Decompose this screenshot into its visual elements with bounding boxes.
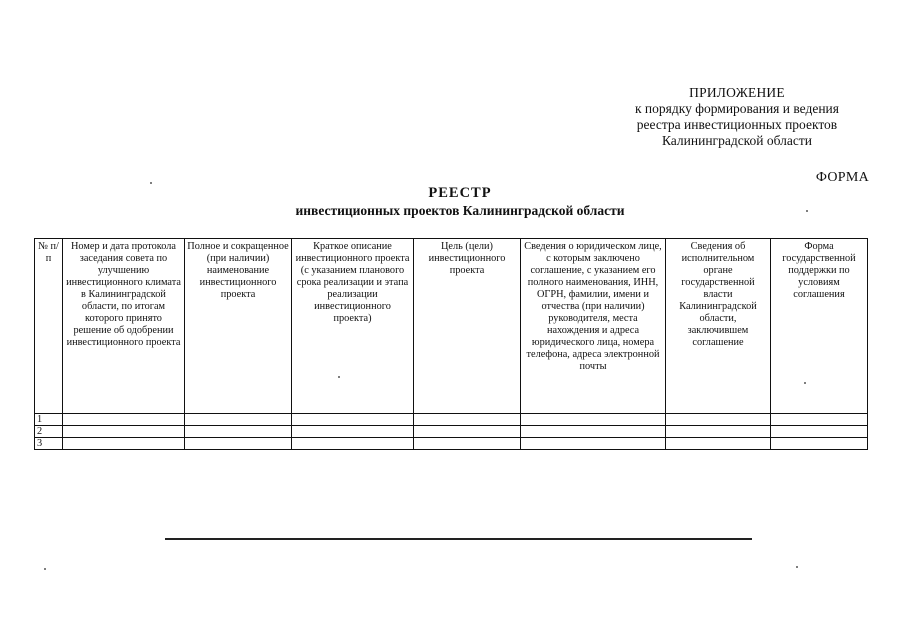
appendix-block bbox=[607, 85, 867, 149]
scan-speck bbox=[806, 210, 808, 212]
header-protocol: Номер и дата протокола заседания совета по улучшению инвестиционного климата в Калининградской области, по итогам которого принято решение об одобрении инвестиционного проекта bbox=[63, 239, 185, 414]
header-legal-entity: Сведения о юридическом лице, с которым заключено соглашение, с указанием его полного наименования, ИНН, ОГРН, фамилии, имени и отчества (при наличии) руководителя, места нахождения и адреса юридического лица, номера телефона, адреса электронной почты bbox=[521, 239, 666, 414]
table-cell bbox=[521, 426, 666, 438]
table-cell bbox=[414, 414, 521, 426]
table-cell bbox=[771, 426, 868, 438]
header-project-name: Полное и сокращенное (при наличии) наименование инвестиционного проекта bbox=[185, 239, 292, 414]
table-row bbox=[35, 414, 868, 426]
scan-speck bbox=[44, 568, 46, 570]
scan-speck bbox=[804, 382, 806, 384]
header-description: Краткое описание инвестиционного проекта (с указанием планового срока реализации и этапа реализации инвестиционного проекта) bbox=[292, 239, 414, 414]
registry-table bbox=[34, 238, 868, 450]
appendix-heading: ПРИЛОЖЕНИЕ bbox=[689, 85, 785, 100]
header-authority: Сведения об исполнительном органе государственной власти Калининградской области, заключившем соглашение bbox=[666, 239, 771, 414]
table-cell bbox=[666, 426, 771, 438]
table-cell bbox=[521, 438, 666, 450]
table-cell bbox=[292, 426, 414, 438]
header-goal: Цель (цели) инвестиционного проекта bbox=[414, 239, 521, 414]
table-cell bbox=[185, 438, 292, 450]
table-row bbox=[35, 438, 868, 450]
table-cell bbox=[292, 414, 414, 426]
scan-speck bbox=[796, 566, 798, 568]
row-number: 1 bbox=[35, 414, 63, 426]
appendix-line: реестра инвестиционных проектов bbox=[636, 117, 838, 132]
table-cell bbox=[63, 414, 185, 426]
form-label: ФОРМА bbox=[815, 170, 869, 185]
title-main: РЕЕСТР bbox=[428, 185, 492, 201]
header-number: № п/п bbox=[35, 239, 63, 414]
table-cell bbox=[666, 438, 771, 450]
appendix-line: к порядку формирования и ведения bbox=[635, 101, 839, 116]
document-title bbox=[150, 184, 770, 220]
title-sub: инвестиционных проектов Калининградской области bbox=[295, 203, 625, 218]
table-cell bbox=[185, 414, 292, 426]
header-support-form: Форма государственной поддержки по условиям соглашения bbox=[771, 239, 868, 414]
table-cell bbox=[414, 426, 521, 438]
scan-speck bbox=[338, 376, 340, 378]
table-row bbox=[35, 426, 868, 438]
row-number: 2 bbox=[35, 426, 63, 438]
table-cell bbox=[666, 414, 771, 426]
table-cell bbox=[185, 426, 292, 438]
table-cell bbox=[771, 438, 868, 450]
table-cell bbox=[63, 426, 185, 438]
appendix-line: Калининградской области bbox=[661, 133, 813, 148]
scan-speck bbox=[150, 182, 152, 184]
closing-line bbox=[165, 538, 752, 540]
table-header-row bbox=[35, 239, 868, 414]
table-cell bbox=[521, 414, 666, 426]
table-cell bbox=[63, 438, 185, 450]
row-number: 3 bbox=[35, 438, 63, 450]
table-cell bbox=[771, 414, 868, 426]
table-cell bbox=[414, 438, 521, 450]
table-cell bbox=[292, 438, 414, 450]
